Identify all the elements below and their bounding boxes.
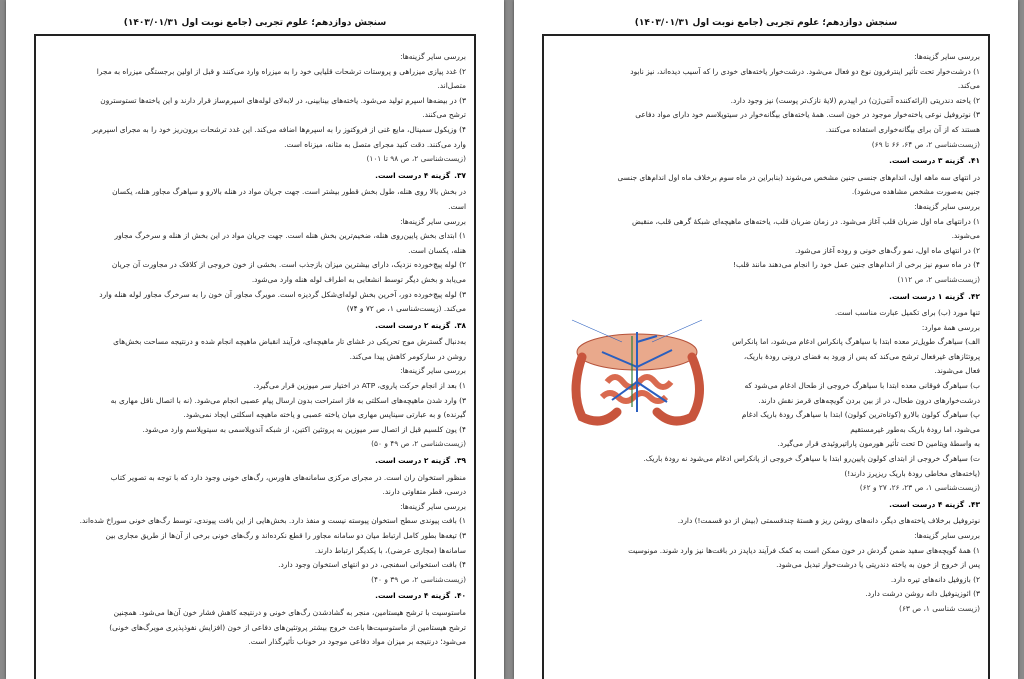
text-line: ترشح می‌کنند.	[422, 110, 466, 120]
question-number: ۴۰.	[454, 591, 466, 601]
answer-heading-text: گزینه ۲ درست است.	[375, 320, 451, 330]
text-line: ماستوسیت با ترشح هیستامین، منجر به گشادشدن رگ‌های خونی و درنتیجه کاهش فشار خون آن‌ها می‌شود. همچنین	[113, 607, 466, 617]
answer-heading	[44, 169, 466, 184]
text-line: پروتئازهای غیرفعال ترشح می‌کند که پس از ورود به فضای درونی رودۀ باریک،	[743, 351, 980, 361]
text-line: به واسطۀ ویتامین D تحت تأثیر هورمون پاراتیروئیدی قرار می‌گیرد.	[777, 439, 980, 449]
page-right	[514, 0, 1018, 679]
text-line: ۱) درانتهای ماه اول ضربان قلب آغاز می‌شود. در زمان ضربان قلب، یاخته‌های ماهیچه‌ای شبکۀ گرهی قلب، منقبض	[631, 216, 980, 226]
text-line: ۳) وارد شدن ماهیچه‌های اسکلتی به فاز استراحت بدون ارسال پیام عصبی انجام می‌شود. (نه با اتصال ناقل مهاری به	[110, 395, 466, 405]
text-line: ۴) وزیکول سمینال، مایع غنی از فروکتوز را به اسپرم‌ها اضافه می‌کند. این غدد ترشحات برون‌ریز خود را به مجرای اسپرم‌بر	[92, 124, 466, 134]
page-header: سنجش دوازدهم؛ علوم تجربی (جامع نوبت اول ۱۴۰۳/۰۱/۳۱)	[634, 18, 898, 28]
text-line: ۳) نوتروفیل نوعی یاخته‌خوار موجود در خون است. همۀ یاخته‌های بیگانه‌خوار در سیتوپلاسم خود دارای مواد دفاعی	[635, 110, 980, 120]
page-frame	[34, 34, 476, 679]
textbook-reference: (زیست‌شناسی ۲، ص ۹۸ تا ۱۰۱)	[366, 154, 466, 164]
text-line: ۲) در انتهای ماه اول، نمو رگ‌های خونی و روده آغاز می‌شود.	[794, 245, 980, 255]
text-line: ۱) درشت‌خوار تحت تأثیر اینترفرون نوع دو فعال می‌شود. درشت‌خوار یاخته‌های خودی را که آسیب دیده‌اند، نیز نابود	[630, 66, 980, 76]
text-line: ۲) بازوفیل دانه‌های تیره دارد.	[890, 574, 980, 584]
text-block	[552, 50, 980, 304]
text-line: پ) سیاهرگ کولون بالارو (کوتاه‌ترین کولون) ابتدا با سیاهرگ رودۀ باریک ادغام می‌شود، اما رودۀ باریک به‌طور غیرمستقیم	[741, 410, 980, 434]
answer-heading-text: گزینه ۱ درست است.	[889, 291, 965, 301]
answer-heading-text: گزینه ۴ درست است.	[889, 499, 965, 509]
text-line: بررسی سایر گزینه‌ها:	[400, 501, 466, 511]
answer-heading-text: گزینه ۴ درست است.	[375, 591, 451, 601]
question-number: ۴۱.	[968, 156, 980, 166]
text-line: ۱) ابتدای بخش پایین‌روی هنله، ضخیم‌ترین بخش هنله است. جهت جریان مواد در این بخش از هنله و سرخرگ مجاور	[114, 231, 466, 241]
textbook-reference: (زیست‌شناسی ۱، ص ۲۳، ۲۶، ۲۷ و ۶۲)	[859, 483, 980, 493]
answer-heading	[552, 154, 980, 169]
text-line: ب) سیاهرگ فوقانی معده ابتدا با سیاهرگ خروجی از طحال ادغام می‌شود که	[744, 381, 980, 391]
answer-heading	[44, 589, 466, 604]
text-line: می‌کند.	[957, 81, 980, 91]
text-line: بررسی سایر گزینه‌ها:	[400, 366, 466, 376]
text-line: می‌کند. (زیست‌شناسی ۱، ص ۷۲ و ۷۴)	[346, 304, 466, 314]
text-line: ۴) در ماه سوم نیز برخی از اندام‌های جنین عمل خود را انجام می‌دهند مانند قلب!	[733, 260, 980, 270]
text-line: می‌شوند.	[951, 231, 980, 241]
text-line: درشت‌خوارهای درون طحال، در از بین بردن گویچه‌های قرمز نقش دارند.	[758, 395, 980, 405]
question-number: ۳۸.	[454, 320, 466, 330]
text-line: در انتهای سه ماهه اول، اندام‌های جنسی جنین مشخص می‌شوند (بنابراین در ماه سوم برخلاف ماه اول اندام‌های جنسی	[617, 172, 980, 182]
textbook-reference: (زیست‌شناسی ۲، ص ۳۹ و ۴۰)	[371, 574, 466, 584]
text-line: هستند که از آن برای بیگانه‌خواری استفاده می‌کنند.	[825, 124, 980, 134]
question-number: ۳۹.	[454, 456, 466, 466]
text-line: فعال می‌شوند.	[934, 366, 980, 376]
text-line: گیرنده) و به عبارتی سیناپس مهاری میان یاخته عصبی و یاخته ماهیچه اسکلتی ایجاد نمی‌شود.	[183, 410, 466, 420]
text-line: ۳) ائوزینوفیل دانه روشن درشت دارد.	[865, 589, 980, 599]
text-line: است.	[448, 201, 466, 211]
text-line: متصل‌اند.	[437, 81, 466, 91]
question-number: ۴۲.	[968, 291, 980, 301]
text-line: ۲) غدد پیازی میزراهی و پروستات ترشحات قلیایی خود را به میزراه وارد می‌کنند و قبل از اولین برجستگی میزراه به مجرا	[96, 66, 466, 76]
text-line: ۲) یاخته دندریتی (ارائه‌کننده آنتی‌ژن) در اپیدرم (لایۀ نازک‌تر پوست) نیز وجود دارد.	[730, 95, 980, 105]
text-line: ترشح هیستامین از ماستوسیت‌ها باعث خروج بیشتر پروتئین‌های دفاعی از خون (افزایش نفوذپذیری مویرگ‌های خونی)	[109, 622, 466, 632]
digestive-veins-diagram	[562, 312, 712, 430]
answer-heading	[44, 319, 466, 334]
textbook-reference: (زیست‌شناسی ۲، ص ۴۹ و ۵۰)	[371, 439, 466, 449]
text-line: ۳) لوله پیچ‌خورده دور، آخرین بخش لوله‌ای‌شکل گردیزه است. مویرگ مجاور آن خون را به سرخرگ مجاور لوله هنله وارد	[99, 289, 466, 299]
textbook-reference: (زیست‌شناسی ۲، ص ۱۱۲)	[897, 274, 980, 284]
text-line: نوتروفیل برخلاف یاخته‌های دیگر، دانه‌های روشن ریز و هستۀ چندقسمتی (بیش از دو قسمت!) دارد.	[677, 516, 980, 526]
text-line: ۳) تیغه‌ها بطور کامل ارتباط میان دو سامانه مجاور را قطع نکرده‌اند و رگ‌های خونی برخی از آن‌ها از طریق مجاری بین	[105, 531, 466, 540]
textbook-reference: (زیست‌شناسی ۲، ص ۶۴، ۶۶ تا ۶۹)	[871, 139, 980, 149]
text-line: روشن در سارکومر کاهش پیدا می‌کند.	[349, 351, 466, 361]
text-line: هنله، یکسان است.	[408, 245, 466, 255]
page-frame	[542, 34, 990, 679]
text-line: وارد می‌کنند. دقت کنید مجرای متصل به مثانه، میزناه است.	[284, 139, 466, 149]
text-line: (یاخته‌های مخاطی رودۀ باریک ریزپرز دارند!)	[844, 468, 980, 478]
text-line: پس از خروج از خون به یاخته دندریتی یا درشت‌خوار تبدیل می‌شود.	[776, 560, 980, 570]
page-text	[36, 36, 474, 650]
text-line: بررسی همۀ موارد:	[921, 322, 980, 332]
text-line: الف) سیاهرگ طویل‌تر معده ابتدا با سیاهرگ پانکراس ادغام می‌شود، اما پانکراس	[732, 337, 980, 347]
answer-heading-text: گزینه ۳ درست است.	[889, 156, 965, 166]
page-left	[6, 0, 504, 679]
text-line: بررسی سایر گزینه‌ها:	[400, 216, 466, 226]
text-line: ۴) یون کلسیم قبل از اتصال سر میوزین به پروتئین اکتین، از شبکه آندوپلاسمی به سیتوپلاسم وارد می‌شود.	[142, 424, 466, 434]
page-header: سنجش دوازدهم؛ علوم تجربی (جامع نوبت اول ۱۴۰۳/۰۱/۳۱)	[123, 18, 387, 28]
answer-heading	[44, 454, 466, 469]
text-line: بررسی سایر گزینه‌ها:	[400, 52, 466, 61]
text-line: ۱) بافت پیوندی سطح استخوان پیوسته نیست و منفذ دارد. بخش‌هایی از این بافت پیوندی، توسط رگ‌های خونی سوراخ شده‌اند.	[79, 516, 466, 526]
text-line: ت) سیاهرگ خروجی از ابتدای کولون پایین‌رو ابتدا با سیاهرگ خروجی از پانکراس ادغام می‌شود نه رودۀ باریک.	[643, 454, 980, 464]
answer-heading	[552, 498, 980, 513]
question-number: ۳۷.	[454, 170, 466, 180]
text-line: تنها مورد (ب) برای تکمیل عبارت مناسب است.	[834, 308, 980, 318]
text-line: ۱) همۀ گویچه‌های سفید ضمن گردش در خون ممکن است به کمک فرآیند دیاپدز در بافت‌ها نیز وارد شوند. مونوسیت	[628, 545, 980, 555]
text-line: منظور استخوان ران است. در مجرای مرکزی سامانه‌های هاورس، رگ‌های خونی وجود دارد که با توجه به تصویر کتاب	[110, 472, 466, 482]
text-line: می‌شود؛ درنتیجه بر میزان مواد دفاعی موجود در خوناب تأثیرگذار است.	[248, 637, 466, 647]
page-text	[544, 36, 988, 617]
text-line: به‌دنبال گسترش موج تحریکی در غشای تار ماهیچه‌ای، فرآیند انقباض ماهیچه انجام شده و درنتیجه مساحت بخش‌های	[113, 337, 466, 347]
text-line: بررسی سایر گزینه‌ها:	[914, 52, 980, 61]
answer-heading-text: گزینه ۲ درست است.	[375, 456, 451, 466]
text-line: جنین به‌صورت مشخص مشاهده می‌شود).	[851, 187, 980, 197]
answer-heading-text: گزینه ۴ درست است.	[375, 170, 451, 180]
text-line: می‌یابد و بخش دیگر توسط انشعابی به اطراف لوله هنله وارد می‌شود.	[251, 274, 466, 284]
answer-heading	[552, 290, 980, 305]
text-line: سامانه‌ها (مجاری عرضی)، با یکدیگر ارتباط دارند.	[314, 545, 466, 555]
text-line: ۱) بعد از انجام حرکت پاروی، ATP در اختیار سر میوزین قرار می‌گیرد.	[253, 381, 466, 391]
text-line: بررسی سایر گزینه‌ها:	[914, 531, 980, 540]
question-number: ۴۳.	[968, 499, 980, 509]
textbook-reference: (زیست شناسی ۱، ص ۶۳)	[899, 603, 980, 613]
text-line: ۴) بافت استخوانی اسفنجی، در دو انتهای استخوان وجود دارد.	[278, 560, 466, 570]
text-line: در بخش بالا روی هنله، طول بخش قطور بیشتر است. جهت جریان مواد در هنله بالارو و سیاهرگ مجاور هنله، یکسان	[112, 187, 466, 197]
text-line: بررسی سایر گزینه‌ها:	[914, 201, 980, 211]
text-line: ۳) در بیضه‌ها اسپرم تولید می‌شود. یاخته‌های بینابینی، در لابه‌لای لوله‌های اسپرم‌ساز قرار دارند و این یاخته‌ها تستوسترون	[100, 95, 466, 105]
text-line: ۲) لوله پیچ‌خورده نزدیک، دارای بیشترین میزان بازجذب است. بخشی از خون خروجی از کلافک در مجاورت آن جریان	[111, 260, 466, 270]
text-line: درسی، قطر متفاوتی دارند.	[382, 487, 466, 497]
